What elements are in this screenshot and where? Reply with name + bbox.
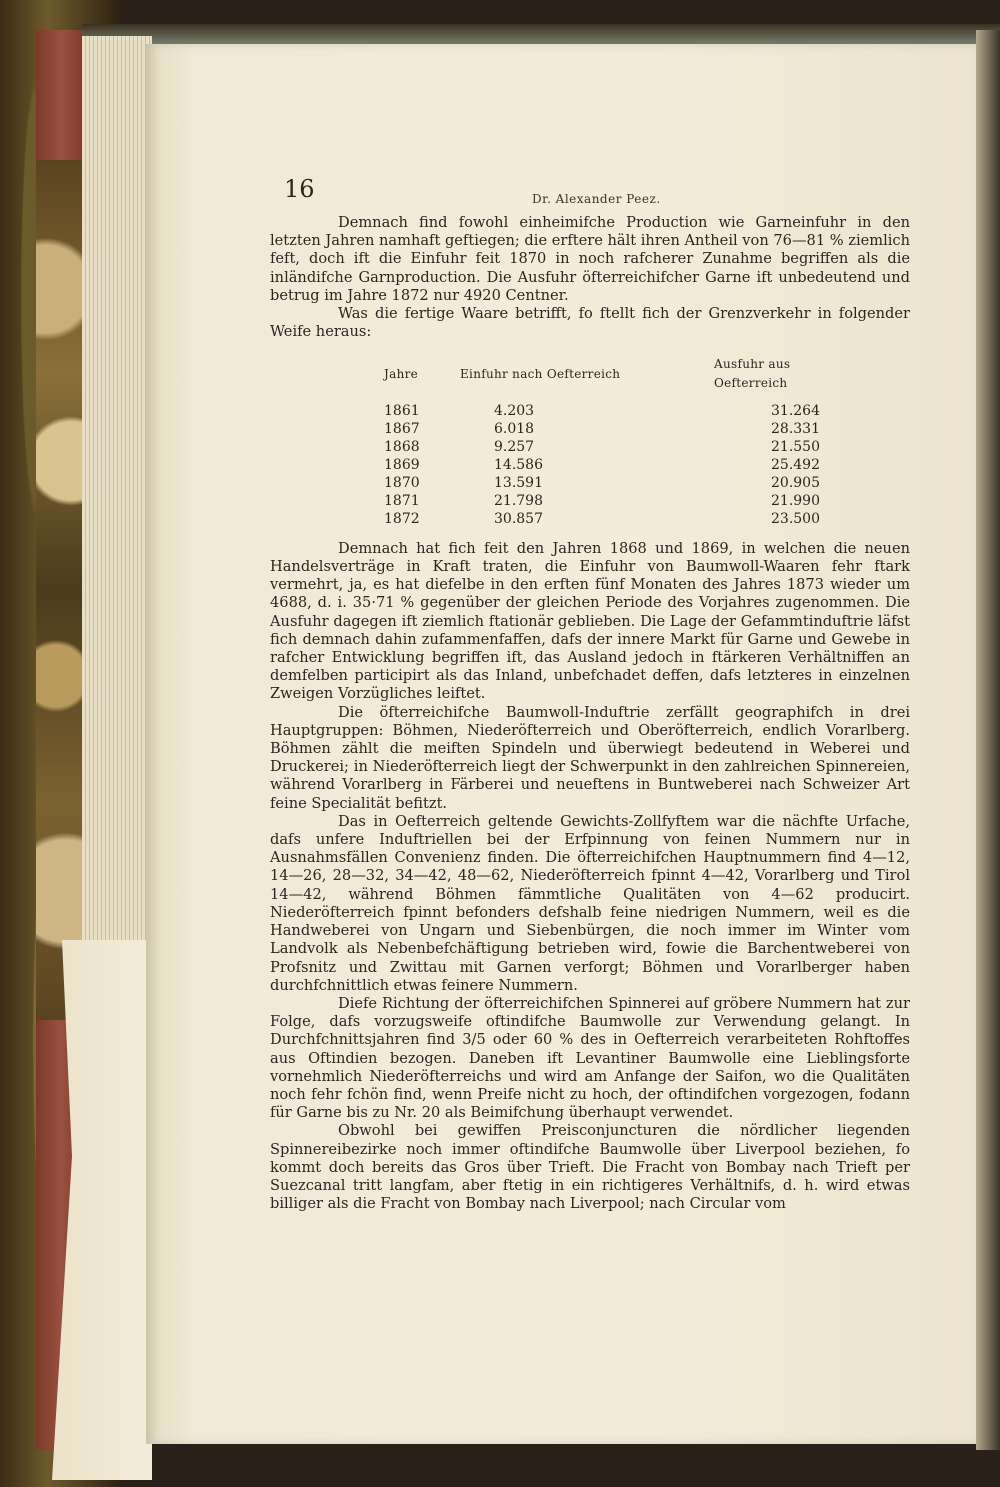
page-content [270, 175, 910, 1213]
paragraph: Diefe Richtung der öfterreichifchen Spinnerei auf gröbere Nummern hat zur Folge, dafs vorzugsweife oftindifche Baumwolle zur Verwendung gelangt. In Durchfchnittsjahren find 3/5 oder 60 % des in Oefterreich verarbeiteten Rohftoffes aus Oftindien bezogen. Daneben ift Levantiner Baumwolle eine Lieblingsforte vornehmlich Niederöfterreichs und wird am Anfange der Saifon, wo die Qualitäten noch fehr fchön find, wenn Preife nicht zu hoch, der oftindifchen vorgezogen, fodann für Garne bis zu Nr. 20 als Beimifchung überhaupt verwendet. [270, 994, 910, 1122]
running-head: Dr. Alexander Peez. [532, 192, 661, 206]
page-number: 16 [284, 175, 315, 203]
cell-import: 21.798 [494, 492, 543, 509]
cell-export: 21.550 [771, 438, 820, 455]
table-row [384, 402, 820, 420]
table-row [384, 474, 820, 492]
cell-export: 20.905 [771, 474, 820, 491]
table-row [384, 438, 820, 456]
table-row [384, 456, 820, 474]
cell-import: 14.586 [494, 456, 543, 473]
paragraph: Demnach find fowohl einheimifche Production wie Garneinfuhr in den letzten Jahren namhaft geftiegen; die erftere hält ihren Antheil von 76—81 % ziemlich feft, doch ift die Einfuhr feit 1870 in noch rafcherer Zunahme begriffen als die inländifche Garnproduction. Die Ausfuhr öfterreichifcher Garne ift unbedeutend und betrug im Jahre 1872 nur 4920 Centner. [270, 214, 910, 304]
trade-table [384, 355, 820, 527]
cell-year: 1868 [384, 438, 420, 455]
header-export: Ausfuhr aus Oefterreich [714, 357, 791, 390]
cell-year: 1861 [384, 402, 420, 419]
cell-import: 13.591 [494, 474, 543, 491]
cell-import: 4.203 [494, 402, 535, 419]
paragraph: Demnach hat fich feit den Jahren 1868 und 1869, in welchen die neuen Handelsverträge in Kraft traten, die Einfuhr von Baumwoll-Waaren fehr ftark vermehrt, ja, es hat diefelbe in den erften fünf Monaten des Jahres 1873 wieder um 4688, d. i. 35·71 % gegenüber der gleichen Periode des Vorjahres zugenommen. Die Ausfuhr dagegen ift ziemlich ftationär geblieben. Die Lage der Gefammtinduftrie läfst fich demnach dahin zufammenfaffen, dafs der innere Markt für Garne und Gewebe in rafcher Entwicklung begriffen ift, das Ausland jedoch in ftärkeren Verhältniffen an demfelben participirt als das Inland, unbefchadet deffen, dafs letzteres in einzelnen Zweigen Vorzügliches leiftet. [270, 539, 910, 703]
cell-export: 21.990 [771, 492, 820, 509]
cell-export: 31.264 [771, 402, 820, 419]
cell-import: 6.018 [494, 420, 535, 437]
cell-export: 25.492 [771, 456, 820, 473]
cell-year: 1867 [384, 420, 420, 437]
table-row [384, 420, 820, 438]
header-years: Jahre [384, 366, 419, 381]
cell-year: 1870 [384, 474, 420, 491]
cell-import: 30.857 [494, 510, 543, 527]
cell-export: 23.500 [771, 510, 820, 527]
paragraph: Die öfterreichifche Baumwoll-Induftrie zerfällt geographifch in drei Hauptgruppen: Böhmen, Niederöfterreich und Oberöfterreich, endlich Vorarlberg. Böhmen zählt die meiften Spindeln und überwiegt bedeutend in Weberei und Druckerei; in Niederöfterreich liegt der Schwerpunkt in den zahlreichen Spinnereien, während Vorarlberg in Färberei und neueftens in Buntweberei nach Schweizer Art feine Specialität befitzt. [270, 703, 910, 812]
table-header-row [384, 355, 820, 401]
cell-year: 1869 [384, 456, 420, 473]
table-row [384, 492, 820, 510]
paragraph: Was die fertige Waare betrifft, fo ftellt fich der Grenzverkehr in folgender Weife heraus: [270, 305, 910, 341]
cell-import: 9.257 [494, 438, 535, 455]
paragraph: Obwohl bei gewiffen Preisconjuncturen die nördlicher liegenden Spinnereibezirke noch immer oftindifche Baumwolle über Liverpool beziehen, fo kommt doch bereits das Gros über Trieft. Die Fracht von Bombay nach Trieft per Suezcanal tritt langfam, aber ftetig in ein richtigeres Verhältnifs, d. h. wird etwas billiger als die Fracht von Bombay nach Liverpool; nach Circular vom [270, 1122, 910, 1213]
cell-year: 1871 [384, 492, 420, 509]
cell-export: 28.331 [771, 420, 820, 437]
cell-year: 1872 [384, 510, 420, 527]
page-header [270, 175, 910, 214]
table-row [384, 510, 820, 528]
marbled-endpaper [36, 160, 86, 1020]
paragraph: Das in Oefterreich geltende Gewichts-Zollfyftem war die nächfte Urfache, dafs unfere Induftriellen bei der Erfpinnung von feinen Nummern nur in Ausnahmsfällen Convenienz finden. Die öfterreichifchen Hauptnummern find 4—12, 14—26, 28—32, 34—42, 48—62, Niederöfterreich fpinnt 4—42, Vorarlberg und Tirol 14—42, während Böhmen fämmtliche Qualitäten von 4—62 producirt. Niederöfterreich fpinnt befonders defshalb feine niedrigen Nummern, weil es die Handweberei von Ungarn und Siebenbürgen, die noch immer im Winter vom Landvolk als Nebenbefchäftigung betrieben wird, fowie die Barchentweberei von Profsnitz und Zwittau mit Garnen verforgt; Böhmen und Vorarlberger haben durchfchnittlich etwas feinere Nummern. [270, 812, 910, 994]
header-import: Einfuhr nach Oefterreich [460, 366, 621, 381]
right-page-shadow [976, 30, 1000, 1450]
